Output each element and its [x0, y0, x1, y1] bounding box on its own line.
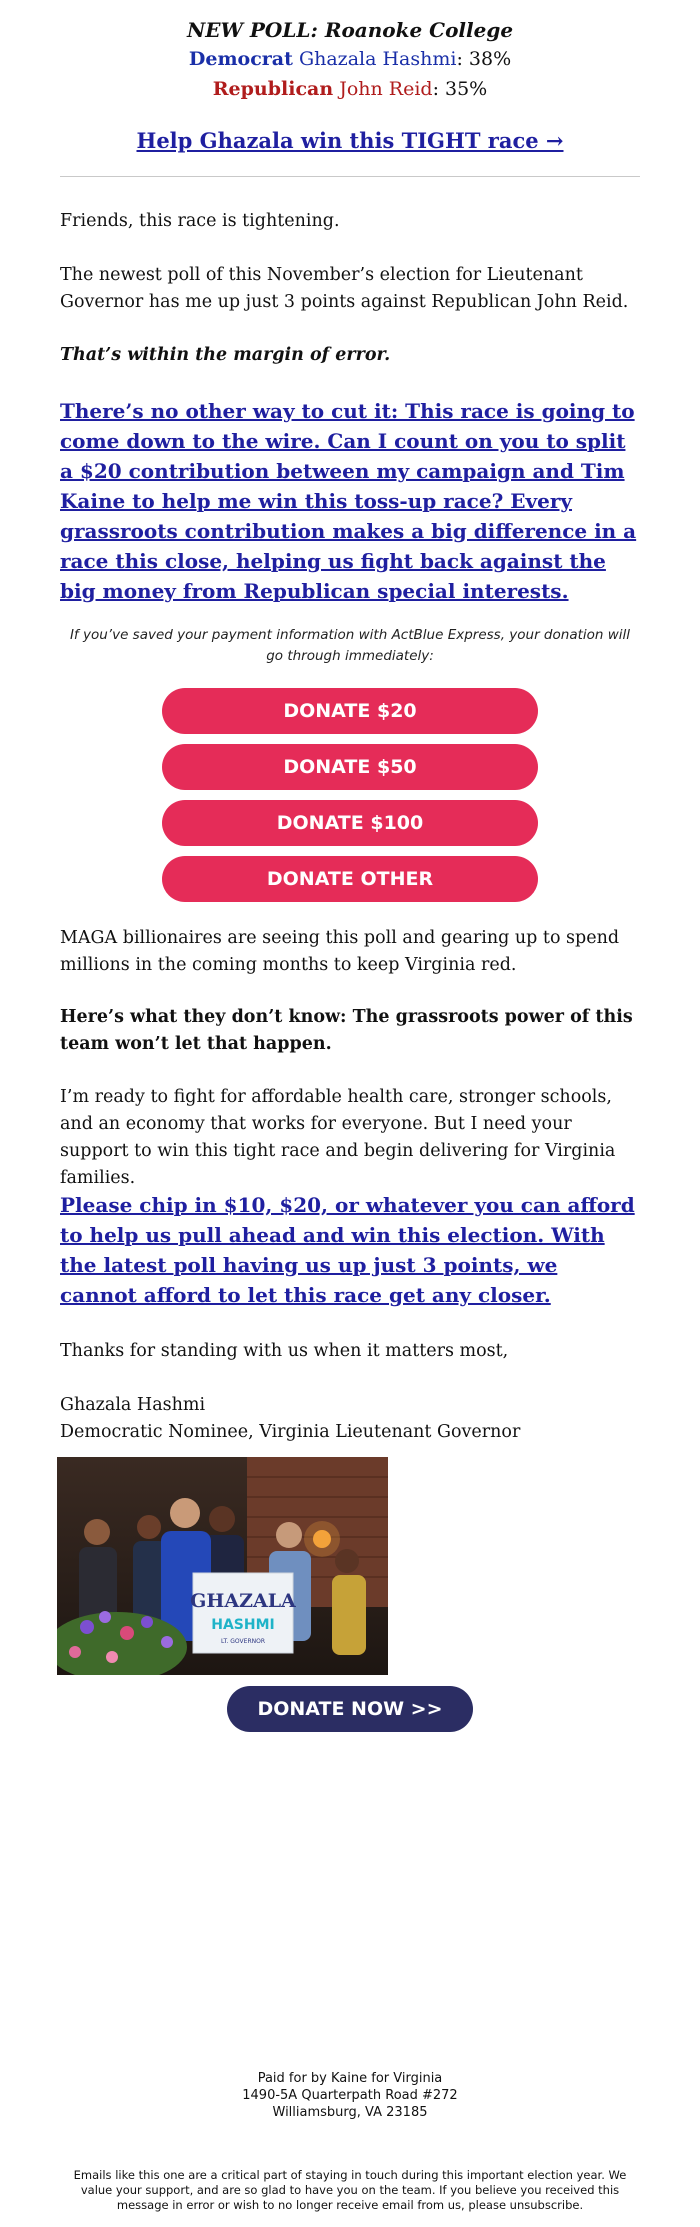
paragraph-1: Friends, this race is tightening.: [60, 211, 340, 231]
paragraph-5: MAGA billionaires are seeing this poll and gearing up to spend millions in the coming months to keep Virginia red.: [60, 928, 620, 975]
help-ghazala-link[interactable]: Help Ghazala win this TIGHT race →: [136, 128, 564, 153]
paragraph-grassroots: [60, 1004, 640, 1058]
signature-title: Democratic Nominee, Virginia Lieutenant Governor: [60, 1422, 521, 1442]
poll-header: [60, 16, 640, 156]
paragraph-chip-in: [60, 1190, 640, 1310]
donate-20-button[interactable]: DONATE $20: [162, 688, 538, 734]
paragraph-issues: [60, 1084, 640, 1192]
paragraph-maga: [60, 925, 640, 979]
paragraph-2: The newest poll of this November’s election for Lieutenant Governor has me up just 3 points against Republican John Reid.: [60, 265, 629, 312]
paragraph-9: Thanks for standing with us when it matters most,: [60, 1341, 509, 1361]
democrat-candidate: Ghazala Hashmi: [298, 48, 457, 70]
paid-for-footer: [0, 2070, 700, 2121]
poll-republican-line: [60, 74, 640, 104]
paragraph-margin: [60, 342, 640, 369]
sign-name-line1: GHAZALA: [190, 1590, 296, 1612]
address-line-2: Williamsburg, VA 23185: [272, 2105, 428, 2120]
paid-by-line: Paid for by Kaine for Virginia: [257, 2071, 443, 2086]
donate-other-button[interactable]: DONATE OTHER: [162, 856, 538, 902]
donate-now-button[interactable]: DONATE NOW >>: [227, 1686, 473, 1732]
paragraph-7: I’m ready to fight for affordable health care, stronger schools, and an economy that works for everyone. But I need your support to win this tight race and begin delivering for Virginia families.: [60, 1087, 616, 1188]
paragraph-3: That’s within the margin of error.: [60, 345, 391, 365]
paragraph-6: Here’s what they don’t know: The grassroots power of this team won’t let that happen.: [60, 1007, 633, 1054]
chip-in-link[interactable]: Please chip in $10, $20, or whatever you can afford to help us pull ahead and win this election. With the latest poll having us up just 3 points, we cannot afford to let this race get any closer.: [60, 1193, 635, 1307]
democrat-label: Democrat: [188, 48, 293, 70]
sign-name-line3: LT. GOVERNOR: [221, 1638, 265, 1645]
republican-label: Republican: [212, 78, 334, 100]
candidate-photo: [57, 1457, 388, 1675]
paragraph-thanks: [60, 1338, 640, 1365]
poll-headline: NEW POLL: Roanoke College: [186, 18, 514, 42]
poll-democrat-line: [60, 44, 640, 74]
split-contribution-link[interactable]: There’s no other way to cut it: This race is going to come down to the wire. Can I count on you to split a $20 contribution between my campaign and Tim Kaine to help me win this toss-up race? Every grassroots contribution makes a big difference in a race this close, helping us fight back against the big money from Republican special interests.: [60, 399, 637, 603]
disclaimer-text: Emails like this one are a critical part of staying in touch during this important election year. We value your support, and are so glad to have you on the team. If you believe you received this message in error or wish to no longer receive email from us, please unsubscribe.: [73, 2168, 627, 2212]
actblue-note: [60, 625, 640, 667]
email-content: [60, 0, 640, 1720]
paragraph-ask: [60, 396, 640, 606]
republican-candidate: John Reid: [339, 78, 433, 100]
address-line-1: 1490-5A Quarterpath Road #272: [242, 2088, 458, 2103]
signature: [60, 1392, 640, 1446]
donate-50-button[interactable]: DONATE $50: [162, 744, 538, 790]
republican-percent: : 35%: [432, 78, 488, 100]
signature-name: Ghazala Hashmi: [60, 1395, 206, 1415]
paragraph-intro: [60, 208, 640, 235]
paragraph-poll: [60, 262, 640, 316]
democrat-percent: : 38%: [456, 48, 512, 70]
disclaimer-footer: [60, 2168, 640, 2213]
actblue-note-text: If you’ve saved your payment information with ActBlue Express, your donation will go through immediately:: [69, 627, 631, 664]
donate-100-button[interactable]: DONATE $100: [162, 800, 538, 846]
divider: [60, 176, 640, 177]
sign-name-line2: HASHMI: [211, 1617, 275, 1633]
